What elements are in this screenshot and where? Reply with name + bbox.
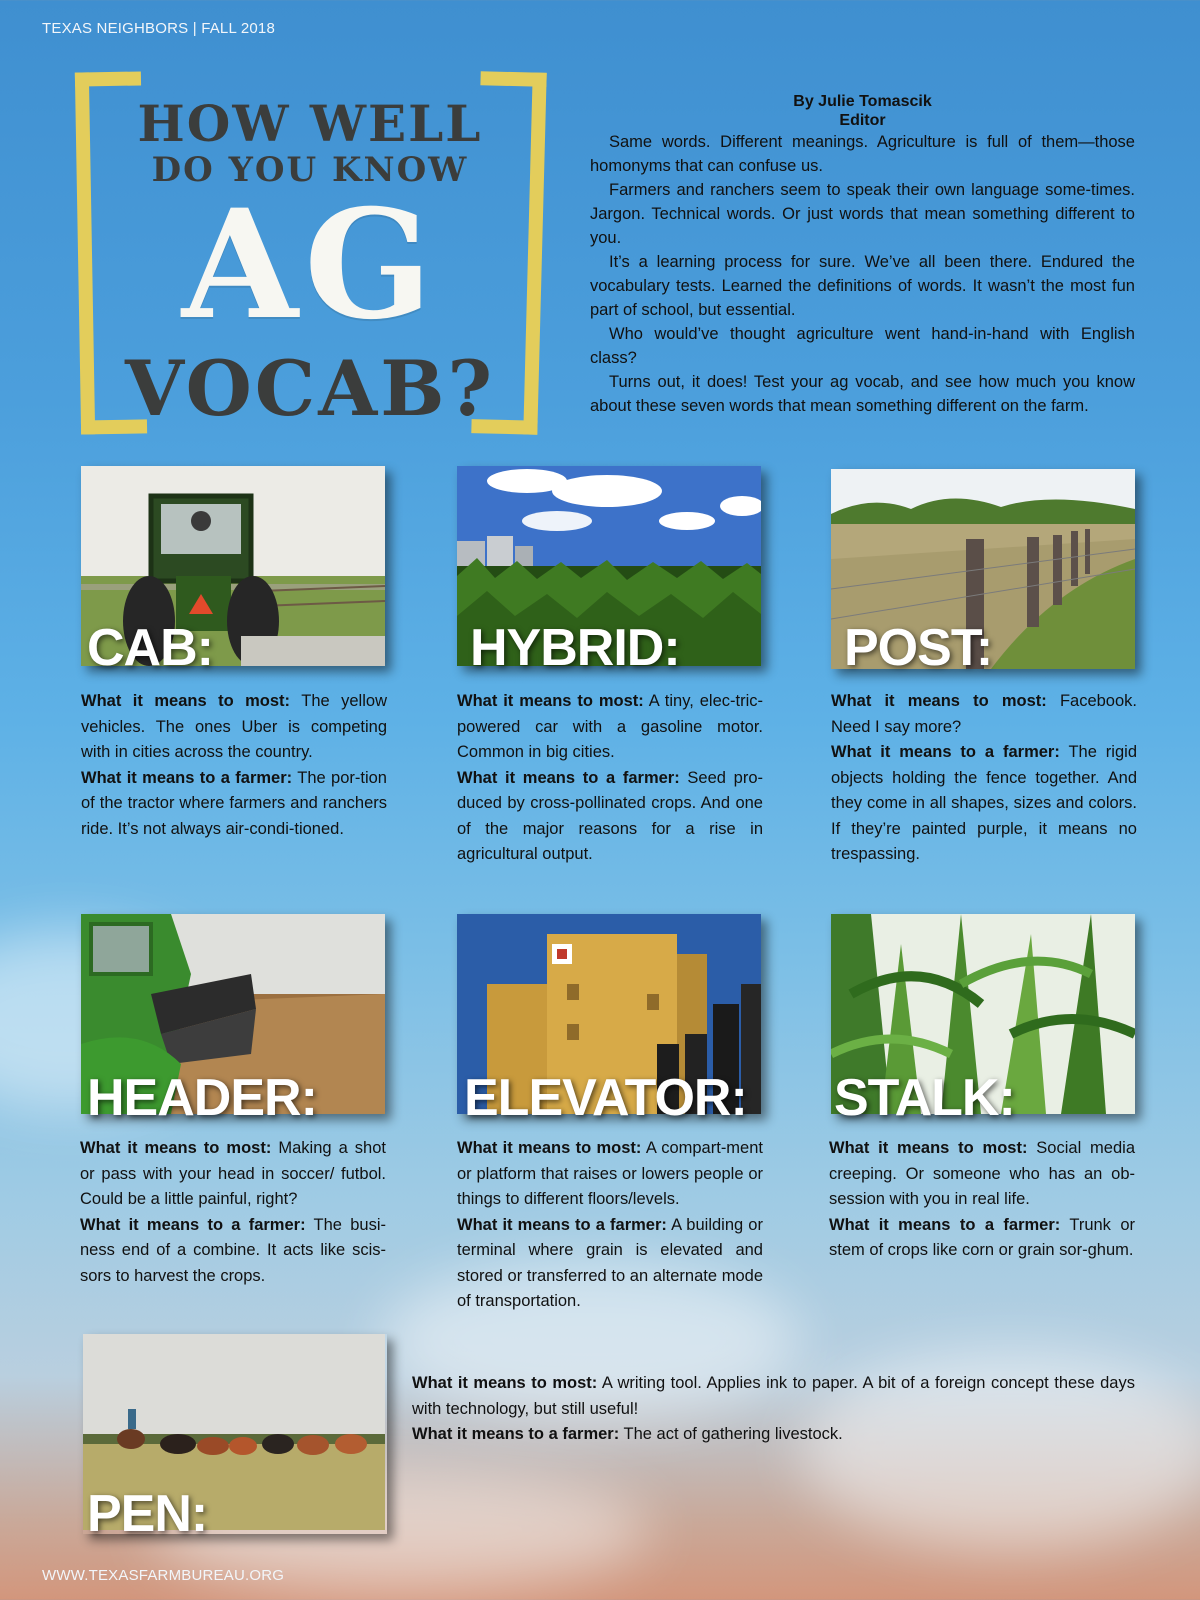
term-definition	[829, 1136, 1135, 1264]
byline-author: By Julie Tomascik	[793, 93, 932, 110]
farmer-text: Trunk or stem of crops like corn or grain sor-ghum.	[829, 1215, 1135, 1259]
most-definition	[831, 689, 1137, 740]
most-text: A tiny, elec-tric-powered car with a gasoline motor. Common in big cities.	[457, 692, 763, 761]
most-label: What it means to most:	[831, 692, 1047, 710]
term-definition	[831, 689, 1137, 868]
term-title: HEADER:	[87, 1069, 317, 1127]
farmer-label: What it means to a farmer:	[457, 1215, 667, 1234]
term-definition	[457, 1136, 763, 1315]
farmer-definition	[412, 1422, 1135, 1448]
farmer-definition	[829, 1213, 1135, 1264]
farmer-text: A building or terminal where grain is elevated and stored or transferred to an alternate mode of transportation.	[457, 1215, 763, 1310]
most-text: Making a shot or pass with your head in soccer/ futbol. Could be a little painful, right?	[80, 1139, 386, 1208]
farmer-label: What it means to a farmer:	[80, 1215, 306, 1234]
farmer-text: Seed pro-duced by cross-pollinated crops. And one of the major reasons for a rise in agricultural output.	[457, 768, 763, 863]
most-text: A compart-ment or platform that raises or lowers people or things to different floors/levels.	[457, 1139, 763, 1208]
most-definition	[457, 689, 763, 766]
most-text: A writing tool. Applies ink to paper. A bit of a foreign concept these days with technology, but still useful!	[412, 1374, 1135, 1418]
most-text: Social media creeping. Or someone who has an ob-session with you in real life.	[829, 1139, 1135, 1208]
farmer-definition	[457, 1213, 763, 1315]
farmer-definition	[80, 1213, 386, 1290]
farmer-definition	[457, 766, 763, 868]
most-label: What it means to most:	[829, 1139, 1028, 1157]
most-definition	[81, 689, 387, 766]
running-head: TEXAS NEIGHBORS | FALL 2018	[42, 20, 276, 37]
title-graphic	[78, 72, 542, 442]
intro-paragraph: Turns out, it does! Test your ag vocab, and see how much you know about these seven words that mean something different on the farm.	[590, 373, 1135, 415]
most-text: Facebook. Need I say more?	[831, 692, 1137, 736]
farmer-text: The por-tion of the tractor where farmers and ranchers ride. It’s not always air-condi-tioned.	[81, 768, 387, 838]
title-line-1: HOW WELL	[137, 94, 483, 153]
farmer-text: The busi-ness end of a combine. It acts like scis-sors to harvest the crops.	[80, 1215, 386, 1285]
most-text: The yellow vehicles. The ones Uber is competing with in cities across the country.	[81, 692, 387, 761]
farmer-label: What it means to a farmer:	[457, 768, 680, 787]
term-definition	[412, 1371, 1135, 1448]
most-label: What it means to most:	[457, 1139, 642, 1157]
intro-paragraph: It’s a learning process for sure. We’ve all been there. Endured the vocabulary tests. Learned the definitions of words. It wasn’t the most fun part of school, but essential.	[590, 253, 1135, 319]
farmer-definition	[831, 740, 1137, 868]
title-line-4: VOCAB?	[124, 344, 496, 433]
term-title: ELEVATOR:	[464, 1069, 747, 1127]
title-line-3: AG	[181, 177, 439, 353]
intro	[590, 92, 1135, 418]
farmer-label: What it means to a farmer:	[831, 743, 1060, 761]
most-label: What it means to most:	[80, 1139, 272, 1157]
intro-paragraph: Who would’ve thought agriculture went hand-in-hand with English class?	[590, 325, 1135, 367]
farmer-label: What it means to a farmer:	[412, 1425, 620, 1443]
term-title: STALK:	[834, 1069, 1015, 1127]
most-label: What it means to most:	[81, 692, 291, 710]
most-definition	[457, 1136, 763, 1213]
term-title: PEN:	[87, 1485, 208, 1543]
most-label: What it means to most:	[412, 1374, 598, 1392]
term-title: POST:	[844, 619, 993, 677]
term-title: HYBRID:	[470, 619, 680, 677]
farmer-label: What it means to a farmer:	[81, 768, 293, 787]
intro-paragraph: Farmers and ranchers seem to speak their own language some-times. Jargon. Technical words. Or just words that mean something different to you.	[590, 181, 1135, 247]
most-definition	[80, 1136, 386, 1213]
footer-url: WWW.TEXASFARMBUREAU.ORG	[42, 1567, 285, 1584]
term-definition	[457, 689, 763, 868]
farmer-label: What it means to a farmer:	[829, 1215, 1061, 1234]
farmer-text: The rigid objects holding the fence together. And they come in all shapes, sizes and colors. If they’re painted purple, it means no trespassing.	[831, 743, 1137, 863]
term-title: CAB:	[87, 619, 213, 677]
term-definition	[81, 689, 387, 842]
most-definition	[829, 1136, 1135, 1213]
farmer-definition	[81, 766, 387, 843]
byline-role: Editor	[839, 112, 886, 129]
title-line-2: DO YOU KNOW	[151, 150, 469, 190]
most-definition	[412, 1371, 1135, 1422]
intro-paragraph: Same words. Different meanings. Agriculture is full of them—those homonyms that can confuse us.	[590, 133, 1135, 175]
most-label: What it means to most:	[457, 692, 644, 710]
term-definition	[80, 1136, 386, 1289]
farmer-text: The act of gathering livestock.	[623, 1425, 843, 1443]
